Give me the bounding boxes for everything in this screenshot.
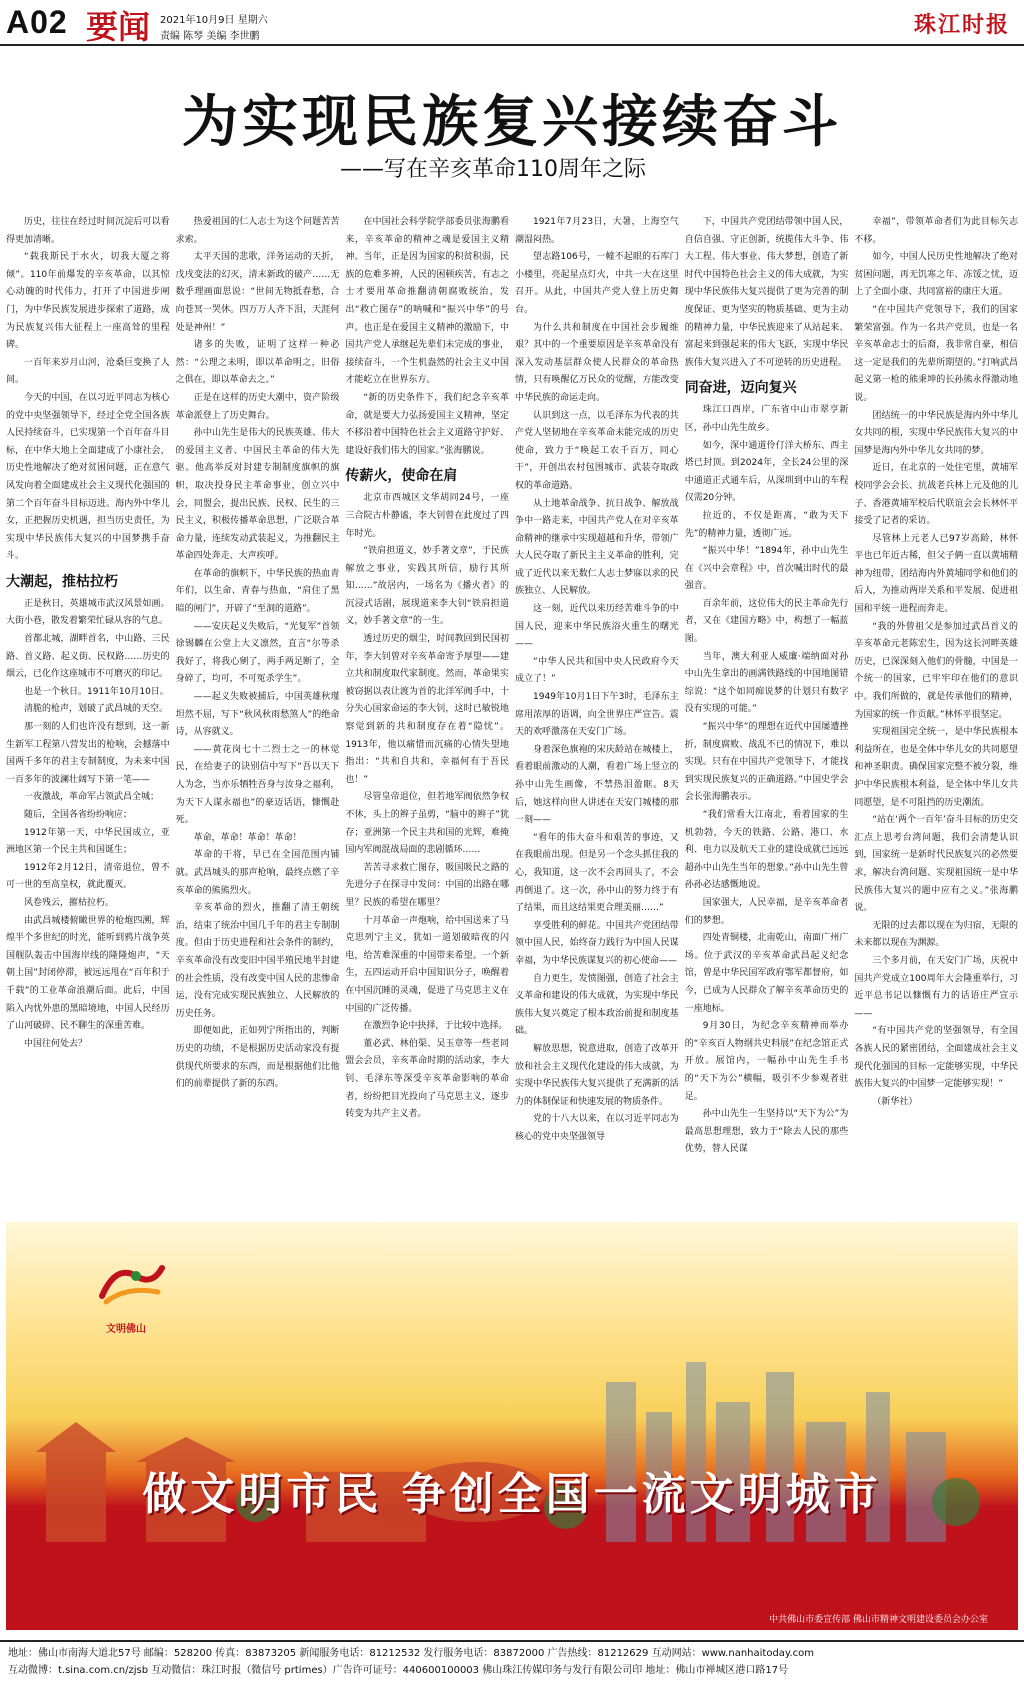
paragraph: 这一刻，近代以来历经苦难斗争的中国人民，迎来中华民族浴火重生的曙光—— (515, 604, 679, 650)
paragraph: 自力更生，发愤图强，创造了社会主义革命和建设的伟大成就，为实现中华民族伟大复兴奠定了根本政治前提和制度基础。 (515, 973, 679, 1037)
paragraph: 1912年2月12日，清帝退位，曾不可一世的至高皇权，就此覆灭。 (6, 862, 170, 891)
paragraph: 北京市西城区文华胡同24号，一座三合院古朴静谧，李大钊曾在此度过了四年时光。 (345, 493, 510, 539)
article-column (176, 214, 340, 1199)
paragraph: “新的历史条件下，我们纪念辛亥革命，就是要大力弘扬爱国主义精神，坚定不移沿着中国特色社会主义道路守护好、建设好我们伟大的国家。”张海鹏说。 (345, 392, 510, 456)
paragraph: “振兴中华”的理想在近代中国屡遭挫折，制度腐败、战乱不已的情况下，难以实现。只有在中国共产党领导下，才能找到实现民族复兴的正确道路。”中国史学会会长张海鹏表示。 (684, 722, 849, 803)
article-column (6, 214, 170, 1199)
paragraph: 望志路106号，一幢不起眼的石库门小楼里，亮起星点灯火，中共一大在这里召开。从此，中国共产党人登上历史舞台。 (515, 252, 679, 315)
paragraph: “振兴中华！”1894年，孙中山先生在《兴中会章程》中，首次喊出时代的最强音。 (684, 546, 849, 592)
paragraph: 十月革命一声炮响，给中国送来了马克思列宁主义，犹如一道划破暗夜的闪电，给苦难深重的中国带来希望。一个新生，五四运动开启中国知识分子，唤醒着在中国沉睡的灵魂，促进了马克思主义在中国的广泛传播。 (345, 915, 510, 1014)
paragraph: 也是一个秋日。1911年10月10日。 (24, 686, 169, 697)
paragraph: 三个多月前，在天安门广场，庆祝中国共产党成立100周年大会隆重举行，习近平总书记以慷慨有力的话语庄严宣示—— (854, 955, 1019, 1019)
section-heading: 传薪火，使命在肩 (345, 468, 458, 485)
paragraph: ——安庆起义失败后，“光复军”首领徐锡麟在公堂上大义凛然，直言“尔等杀我好了，将我心剜了，两手两足断了，全身碎了，均可，不可冤杀学生”。 (175, 621, 340, 685)
paragraph: 从土地革命战争、抗日战争、解放战争中一路走来，中国共产党人在对辛亥革命精神的继承中实现超越和升华，带领广大人民夺取了新民主主义革命的胜利，完成了近代以来无数仁人志士梦寐以求的民族独立、人民解放。 (515, 498, 679, 597)
masthead (0, 0, 1024, 46)
section-name: 要闻 (86, 8, 151, 46)
paragraph: 革命的干将，早已在全国范围内铺就。武昌城头的那声枪响，最终点燃了辛亥革命的熊熊烈火。 (175, 850, 340, 896)
paragraph: ——黄花岗七十二烈士之一的林觉民，在给妻子的诀别信中写下“吾以天下人为念，当亦乐牺牲吾身与汝身之福利，为天下人谋永福也”的豪迈话语，慷慨赴死。 (175, 744, 340, 826)
paragraph: 首都北城，湖畔首名，中山路、三民路、首义路、起义街、民权路……历史的烟云，已化作这座城市不可磨灭的印记。 (6, 634, 170, 680)
paragraph: 四处青铜楼，北南乾山，南面广州广场。位于武汉的辛亥革命武昌起义纪念馆，曾是中华民国军政府鄂军都督府，如今，已成为人民群众了解辛亥革命历史的一座地标。 (684, 933, 849, 1014)
paragraph: 拉近的，不仅是距离，“敢为天下先”的精神力量，透彻广远。 (684, 510, 849, 539)
paragraph: 在激烈争论中抉择，于比较中选择。 (363, 1021, 508, 1032)
paragraph: “载我斯民于水火，切我大厦之将倾”。110年前爆发的辛亥革命，以其惊心动魄的时代伟力，打开了中国进步闸门，为中华民族发展进步探索了道路，成为民族复兴伟大征程上一座高耸的里程碑。 (6, 252, 170, 351)
paragraph: 即便如此，正如列宁所指出的，判断历史的功绩，不是根据历史活动家没有提供现代所要求的东西，而是根据他们比他们的前辈提供了新的东西。 (175, 1026, 340, 1090)
paragraph: “中华人民共和国中央人民政府今天成立了！” (515, 656, 679, 685)
paragraph: 尽管皇帝退位，但若地军阀依然争权不休，头上的辫子虽剪，“脑中的辫子”犹存；亚洲第一个民主共和国的光辉，难掩国内军阀混战局面的悲剧循环…… (345, 792, 510, 856)
ad-slogan: 做文明市民 争创全国一流文明城市 (142, 1469, 882, 1520)
paragraph: 如今，中国人民历史性地解决了绝对贫困问题，再无饥寒之年、冻馁之忧，迈上了全面小康、共同富裕的康庄大道。 (854, 252, 1019, 298)
paragraph: 风卷残云，摧枯拉朽。 (24, 897, 115, 908)
paragraph: 身着深色旗袍的宋庆龄站在城楼上，看着眼前激动的人潮，看着广场上竖立的孙中山先生画像，不禁热泪盈眶。8天后，她这样向世人讲述在天安门城楼的那一刻—— (515, 744, 679, 826)
paragraph: “我们常看大江南北，看着国家的生机勃勃，今天的铁路、公路、港口、水利、电力以及航天工业的建设成就已远远超孙中山先生当年的想象。”孙中山先生曾孙孙必达感慨地说。 (684, 810, 849, 891)
paragraph: 诸多的失败，证明了这样一种必然：“公理之未明，即以革命明之，旧俗之俱在，即以革命去之。” (175, 340, 340, 386)
paragraph: 热爱祖国的仁人志士为这个问题苦苦求索。 (175, 217, 340, 245)
issue-date: 2021年10月9日 星期六 (160, 15, 268, 26)
paragraph: “铁肩担道义，妙手著文章”，于民族解放之事业，实践其所信，励行其所知……”故居内，一场名为《播火者》的沉浸式话剧，展现道来李大钊“铁肩担道义，妙手著文章”的一生。 (345, 546, 510, 627)
paragraph: 太平天国的悲歌，洋务运动的天折，戊戌变法的幻灭，清末新政的破产……无数乎理画面思说：“世间无物抵春愁，合向苍冥一哭休。四万万人齐下泪，天涯何处是神州！” (175, 252, 340, 333)
paragraph: 清脆的枪声，划破了武昌城的天空。 (24, 704, 169, 715)
paragraph: 团结统一的中华民族是海内外中华儿女共同的根，实现中华民族伟大复兴的中国梦是海内外中华儿女共同的梦。 (854, 410, 1019, 456)
ad-logo-text: 文明佛山 (106, 1324, 146, 1335)
paragraph: 正是在这样的历史大潮中，资产阶级革命派登上了历史舞台。 (175, 392, 340, 421)
paragraph: 1912年第一天，中华民国成立，亚洲地区第一个民主共和国诞生； (6, 827, 170, 856)
paragraph: 在革命的旗帜下，中华民族的热血青年们，以生命、青春与热血，“肩住了黑暗的闸门”，开辟了“至洞的道路”。 (175, 568, 340, 615)
paragraph: 无限的过去都以现在为归宿，无限的未来都以现在为渊源。 (854, 920, 1019, 949)
paragraph: 由武昌城楼俯瞰世界的枪炮四溯，辉煌半个多世纪的时光，能听到鸦片战争英国舰队轰击中国海岸线的隆隆炮声，“天朝上国”封闭停滞，被远远甩在“百年积于千载”的工业革命浪潮后面。此后，中国陷入内忧外患的黑暗境地，中国人民经历了山河破碎、民不聊生的深重苦难。 (6, 915, 170, 1032)
section-heading: 大潮起，推枯拉朽 (6, 573, 118, 590)
newspaper-brand: 珠江时报 (913, 12, 1010, 38)
article-body (6, 214, 1018, 1199)
paragraph: 透过历史的烟尘，时间教回到民国初年，李大钊曾对辛亥革命寄予厚望——建立共和制度取代家制度。然而，革命果实被窃据以表让渡为首的北洋军阀手中，十分失心国家命运的李大钊，这时已敏锐地察觉到新的共和制度存在着“隐忧”。1913年，他以痛惜而沉痛的心情失望地指出：“共和自共和，幸福何有于吾民也！” (345, 634, 510, 785)
paragraph: “看年的伟大奋斗和艰苦的事迹，又在我眼前出现。但是另一个念头抓住我的心，我知道，这一次不会再回头了，不会再倒退了。这一次，孙中山的努力终于有了结果，而且这结果更合理美丽……” (515, 832, 679, 914)
footer-publisher-line: 互动微博：t.sina.com.cn/zjsb 互动微信：珠江时报（微信号 prtimes）广告许可证号：440600100003 佛山珠江传媒印务与发行有限公司印 地址：佛山市禅城区港口路17号 (8, 1665, 789, 1676)
paragraph: ——起义失败被捕后，中国英雄秋瑾坦然不屈，写下“秋风秋雨愁煞人”的绝命诗，从容就义。 (175, 692, 340, 738)
paragraph: 当年，澳大利亚人威廉·端纳面对孙中山先生拿出的画满铁路线的中国地图错综说：“这个如同痴说梦的计划只有数字没有实现的可能。” (684, 651, 849, 715)
paragraph: 党的十八大以来，在以习近平同志为核心的党中央坚强领导 (515, 1114, 679, 1142)
paragraph: 享受胜利的鲜花。中国共产党团结带领中国人民，始终奋力践行为中国人民谋幸福，为中华民族谋复兴的初心使命—— (515, 920, 679, 966)
paragraph: 那一刻的人们也许没有想到，这一新生新军工程第八营发出的枪响，会撼落中国两千多年的君主专制制度，为未来中国一百多年的波澜壮阔写下第一笔—— (6, 722, 170, 785)
paragraph: 为什么共和制度在中国社会步履维艰？其中的一个重要原因是辛亥革命没有深入发动基层群众使人民群众的革命热情，只有唤醒亿万民众的觉醒，方能改变中华民族的命运走向。 (515, 322, 679, 403)
paragraph: 1949年10月1日下午3时，毛泽东主席用浓厚的语调，向全世界庄严宣告。震天的欢呼激荡在天安门广场。 (515, 692, 679, 738)
article-column (685, 214, 849, 1199)
paragraph: 近日，在北京的一处住宅里，黄埔军校同学会会长、抗战老兵林上元及他的儿子、香港黄埔军校后代联谊会会长林怀平接受了记者的采访。 (854, 463, 1019, 527)
paragraph: “我的外曾祖父是参加过武昌首义的辛亥革命元老陈宏生，因为这长河畔英雄历史，已深深刻入他们的骨髓，中国是一个统一的国家，已牢牢印在他们的意识中。我们所做的，就是传承他们的精神，为国家的统一作贡献。”林怀平很坚定。 (854, 621, 1019, 720)
paragraph: 幸福”，带领革命者们为此目标矢志不移。 (854, 217, 1019, 245)
civilized-foshan-logo-icon (96, 1258, 168, 1308)
paragraph: 董必武、林伯渠、吴玉章等一些老同盟会会员，辛亥革命时期的活动家，李大钊、毛泽东等深受辛亥革命影响的革命者，纷纷把目光投向了马克思主义，逐步转变为共产主义者。 (345, 1038, 510, 1120)
paragraph: 国家强大，人民幸福，是辛亥革命者们的梦想。 (684, 897, 849, 926)
paragraph: 一夜激战，革命军占领武昌全城； (24, 792, 160, 803)
article-headline: 为实现民族复兴接续奋斗 (182, 89, 842, 155)
paragraph: 今天的中国，在以习近平同志为核心的党中央坚强领导下，经过全党全国各族人民持续奋斗，已实现第一个百年奋斗目标，在中华大地上全面建成了小康社会，历史性地解决了绝对贫困问题，正在意气风发向着全面建成社会主义现代化强国的第二个百年奋斗目标迈进。海内外中华儿女，正把握历史机遇，担当历史责任，为实现中华民族伟大复兴的中国梦携手奋斗。 (6, 392, 170, 562)
paragraph: “在中国共产党领导下，我们的国家繁荣富强。作为一名共产党员，也是一名辛亥革命志士的后裔，我非常自豪，相信这一定是我们的先辈所期望的。”打响武昌起义第一枪的熊秉坤的长孙熊永得激动地说。 (854, 304, 1019, 403)
paragraph: 在中国社会科学院学部委员张海鹏看来，辛亥革命的精神之魂是爱国主义精神。当年，正是因为国家的积贫积弱，民族的危难多辨，人民的困顿疾苦，有志之士才要用革命推翻清朝腐败统治，发出“救亡图存”的呐喊和“振兴中华”的号声。也正是在爱国主义精神的激励下，中国共产党人承继起先辈们未完成的事业，接续奋斗，一个生机盎然的社会主义中国才能屹立在世界东方。 (345, 217, 510, 386)
article-column (854, 214, 1018, 1199)
paragraph: 苦苦寻求救亡图存，吸国吸民之路的先进分子在探寻中发问：中国的出路在哪里？民族的希望在哪里？ (345, 862, 510, 908)
article-subtitle: ——写在辛亥革命110周年之际 (340, 157, 646, 182)
paragraph: 随后，全国各省纷纷响应； (24, 810, 133, 820)
article-column (515, 214, 679, 1199)
paragraph: 下，中国共产党团结带领中国人民，自信自强、守正创新，统揽伟大斗争、伟大工程、伟大事业、伟大梦想，创造了新时代中国特色社会主义的伟大成就，为实现中华民族伟大复兴提供了更为完善的制度保证、更为坚实的物质基础、更为主动的精神力量，中华民族迎来了从站起来、富起来到强起来的伟大飞跃，实现中华民族伟大复兴进入了不可逆转的历史进程。 (684, 217, 849, 368)
paragraph: 珠江口西岸，广东省中山市翠亨新区，孙中山先生故乡。 (684, 405, 849, 433)
paragraph: 正是秋日，英雄城市武汉风景如画。大街小巷，散发着繁荣忙碌从容的气息。 (6, 598, 170, 627)
paragraph: 1921年7月23日，大暑，上海空气潮湿闷热。 (515, 217, 679, 245)
paragraph: （新华社） (872, 1096, 918, 1107)
paragraph: 孙中山先生是伟大的民族英雄、伟大的爱国主义者、中国民主革命的伟大先驱。他高举反对封建专制制度旗帜的旗帜，取决投身民主革命事业，创立兴中会，同盟会，提出民族、民权、民生的三民主义，积极传播革命思想，广泛联合革命力量，连续发动武装起义，为推翻民主革命四处奔走、大声疾呼。 (175, 428, 340, 562)
page-footer (0, 1640, 1024, 1681)
paragraph: 9月30日，为纪念辛亥精神而举办的“辛亥百人物纲共史料展”在纪念馆正式开放。展馆内，一幅孙中山先生手书的“天下为公”横幅，吸引不少参观者驻足。 (684, 1021, 849, 1102)
footer-contact-line: 地址：佛山市南海大道北57号 邮编：528200 传真：83873205 新闻服务电话：81212532 发行服务电话：83872000 广告热线：81212629 互动网站：www.nanhaitoday.com (8, 1648, 814, 1659)
advertisement-banner (6, 1222, 1018, 1630)
paragraph: 中国往何处去？ (24, 1038, 88, 1049)
paragraph: 百余年前，这位伟大的民主革命先行者，又在《建国方略》中，构想了一幅蓝图。 (684, 598, 849, 645)
paragraph: 孙中山先生一生坚持以“天下为公”为最高思想理想，致力于“除去人民的那些优势，替人民谋 (684, 1109, 849, 1155)
paragraph: 革命，革命！革命！革命！ (193, 832, 302, 843)
paragraph: 历史，往往在经过时间沉淀后可以看得更加清晰。 (6, 217, 170, 245)
section-heading: 同奋进，迈向复兴 (684, 380, 797, 397)
paragraph: 如今，深中通道伶仃洋大桥东、西主塔已封顶。到2024年，全长24公里的深中通道正式通车后，从深圳到中山的车程仅需20分钟。 (684, 440, 849, 504)
paragraph: 辛亥革命的烈火，推翻了清王朝统治，结束了统治中国几千年的君主专制制度。但由于历史进程和社会条件的制约，辛亥革命没有改变旧中国半殖民地半封建的社会性质，没有改变中国人民的悲惨命运，没有完成实现民族独立、人民解放的历史任务。 (175, 903, 340, 1019)
paragraph: “站在‘两个一百年’奋斗目标的历史交汇点上思考台湾问题，我们会清楚认识到，国家统一是新时代民族复兴的必然要求，解决台湾问题、实现祖国统一是中华民族伟大复兴的题中应有之义。”张海鹏说。 (854, 815, 1019, 914)
paragraph: 尽管林上元老人已97岁高龄，林怀平也已年近古稀，但父子俩一直以黄埔精神为纽带，团结海内外黄埔同学和他们的后人，为推动两岸关系和平发展、促进祖国和平统一进程而奔走。 (854, 533, 1019, 615)
paragraph: 认识到这一点，以毛泽东为代表的共产党人坚韧地在辛亥革命未能完成的历史使命，致力于“唤起工农千百万，同心干”，开创出农村包围城市、武装夺取政权的革命道路。 (515, 410, 679, 491)
paragraph: 一百年来岁月山河，沧桑巨变换了人间。 (6, 357, 170, 386)
paragraph: “有中国共产党的坚强领导，有全国各族人民的紧密团结，全面建成社会主义现代化强国的目标一定能够实现，中华民族伟大复兴的中国梦一定能够实现！” (854, 1026, 1019, 1090)
paragraph: 解放思想，锐意进取，创造了改革开放和社会主义现代化建设的伟大成就，为实现中华民族伟大复兴提供了充满新的活力的体制保证和快速发展的物质条件。 (515, 1043, 679, 1107)
page-number: A02 (6, 4, 68, 40)
paragraph: 实现祖国完全统一，是中华民族根本利益所在，也是全体中华儿女的共同愿望和神圣职责。确保国家完整不被分裂，维护中华民族根本利益，是全体中华儿女共同愿望，是不可阻挡的历史潮流。 (854, 727, 1019, 808)
ad-sponsor: 中共佛山市委宣传部 佛山市精神文明建设委员会办公室 (769, 1615, 988, 1625)
editors-credit: 责编 陈琴 美编 李世鹏 (160, 31, 260, 42)
article-column (345, 214, 509, 1199)
